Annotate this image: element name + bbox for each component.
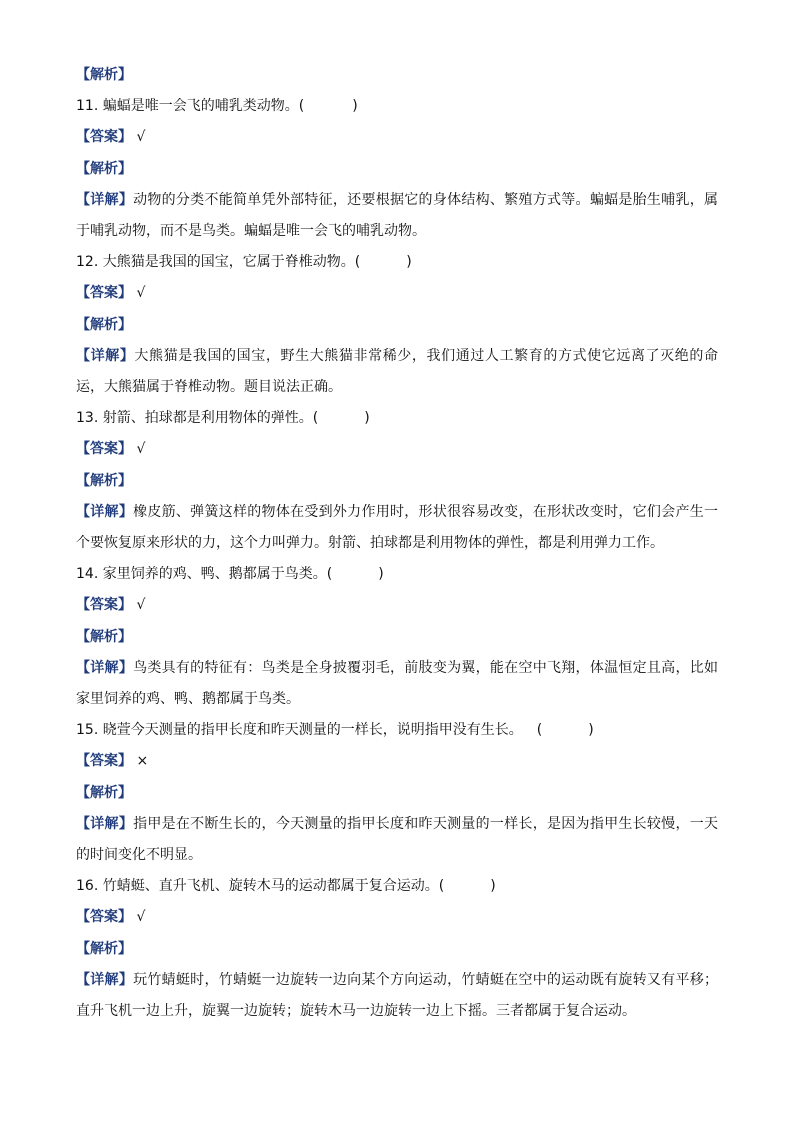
analysis-heading	[76, 154, 718, 185]
analysis-label: 【解析】	[76, 160, 132, 177]
answer-line	[76, 122, 718, 153]
detail-label: 【详解】	[76, 659, 134, 676]
question-line	[76, 403, 718, 434]
detail-label: 【详解】	[76, 815, 134, 832]
paren-open: (	[326, 566, 333, 583]
analysis-heading	[76, 466, 718, 497]
detail-text: 玩竹蜻蜓时，竹蜻蜓一边旋转一边向某个方向运动，竹蜻蜓在空中的运动既有旋转又有平移；直升飞机一边上升，旋翼一边旋转；旋转木马一边旋转一边上下摇。三者都属于复合运动。	[76, 971, 719, 1020]
answer-label: 【答案】	[76, 441, 132, 458]
answer-line	[76, 434, 718, 465]
paren-close: )	[406, 254, 412, 271]
detail-label: 【详解】	[76, 191, 134, 208]
paren-close: )	[352, 98, 358, 115]
question-text: 蝙蝠是唯一会飞的哺乳类动物。	[102, 98, 299, 115]
analysis-label: 【解析】	[76, 628, 132, 645]
answer-label: 【答案】	[76, 129, 132, 146]
question-number: 12.	[76, 254, 99, 271]
answer-line	[76, 278, 718, 309]
question-text: 晓萱今天测量的指甲长度和昨天测量的一样长，说明指甲没有生长。	[102, 722, 523, 739]
paren-open: (	[354, 254, 361, 271]
answer-value: ×	[136, 753, 149, 770]
analysis-heading-10	[76, 60, 718, 91]
analysis-label: 【解析】	[76, 67, 132, 83]
detail-text: 橡皮筋、弹簧这样的物体在受到外力作用时，形状很容易改变，在形状改变时，它们会产生一个要恢复原来形状的力，这个力叫弹力。射箭、拍球都是利用物体的弹性，都是利用弹力工作。	[76, 503, 719, 552]
paren-open: (	[312, 410, 319, 427]
answer-value: √	[136, 909, 146, 926]
answer-value: √	[136, 597, 146, 614]
question-line	[76, 91, 718, 122]
detail-text: 指甲是在不断生长的，今天测量的指甲长度和昨天测量的一样长，是因为指甲生长较慢，一天的时间变化不明显。	[76, 815, 719, 864]
detail-paragraph	[76, 965, 718, 1027]
detail-text: 大熊猫是我国的国宝，野生大熊猫非常稀少，我们通过人工繁育的方式使它远离了灭绝的命运，大熊猫属于脊椎动物。题目说法正确。	[76, 347, 719, 396]
paren-close: )	[378, 566, 384, 583]
analysis-heading	[76, 778, 718, 809]
answer-line	[76, 902, 718, 933]
detail-text: 动物的分类不能简单凭外部特征，还要根据它的身体结构、繁殖方式等。蝙蝠是胎生哺乳，属于哺乳动物，而不是鸟类。蝙蝠是唯一会飞的哺乳动物。	[76, 191, 719, 240]
question-number: 16.	[76, 878, 99, 895]
answer-line	[76, 746, 718, 777]
detail-label: 【详解】	[76, 971, 134, 988]
answer-value: √	[136, 285, 146, 302]
analysis-label: 【解析】	[76, 940, 132, 957]
question-text: 竹蜻蜓、直升飞机、旋转木马的运动都属于复合运动。	[102, 878, 439, 895]
question-number: 15.	[76, 722, 99, 739]
paren-close: )	[364, 410, 370, 427]
analysis-label: 【解析】	[76, 784, 132, 801]
question-text: 家里饲养的鸡、鸭、鹅都属于鸟类。	[102, 566, 327, 583]
answer-value: √	[136, 441, 146, 458]
question-number: 14.	[76, 566, 99, 583]
question-line	[76, 871, 718, 902]
question-line	[76, 247, 718, 278]
detail-paragraph	[76, 809, 718, 871]
analysis-label: 【解析】	[76, 316, 132, 333]
paren-close: )	[490, 878, 496, 895]
paren-open: (	[438, 878, 445, 895]
detail-paragraph	[76, 497, 718, 559]
question-block-14	[76, 559, 718, 715]
question-number: 11.	[76, 98, 99, 115]
question-block-11	[76, 91, 718, 247]
detail-label: 【详解】	[76, 503, 134, 520]
document-page	[76, 60, 718, 1027]
analysis-heading	[76, 622, 718, 653]
question-line	[76, 715, 718, 746]
detail-paragraph	[76, 185, 718, 247]
question-block-12	[76, 247, 718, 403]
answer-label: 【答案】	[76, 597, 132, 614]
question-text: 射箭、拍球都是利用物体的弹性。	[102, 410, 313, 427]
detail-paragraph	[76, 341, 718, 403]
analysis-label: 【解析】	[76, 472, 132, 489]
detail-text: 鸟类具有的特征有：鸟类是全身披覆羽毛，前肢变为翼，能在空中飞翔，体温恒定且高，比如家里饲养的鸡、鸭、鹅都属于鸟类。	[76, 659, 719, 708]
question-text: 大熊猫是我国的国宝，它属于脊椎动物。	[102, 254, 355, 271]
answer-value: √	[136, 129, 146, 146]
answer-label: 【答案】	[76, 909, 132, 926]
analysis-heading	[76, 310, 718, 341]
paren-close: )	[588, 722, 594, 739]
question-block-15	[76, 715, 718, 871]
question-block-13	[76, 403, 718, 559]
detail-label: 【详解】	[76, 347, 135, 364]
paren-open: (	[298, 98, 305, 115]
answer-label: 【答案】	[76, 753, 132, 770]
answer-label: 【答案】	[76, 285, 132, 302]
question-number: 13.	[76, 410, 99, 427]
detail-paragraph	[76, 653, 718, 715]
answer-line	[76, 590, 718, 621]
analysis-heading	[76, 934, 718, 965]
question-line	[76, 559, 718, 590]
question-block-16	[76, 871, 718, 1027]
paren-open: (	[536, 722, 543, 739]
